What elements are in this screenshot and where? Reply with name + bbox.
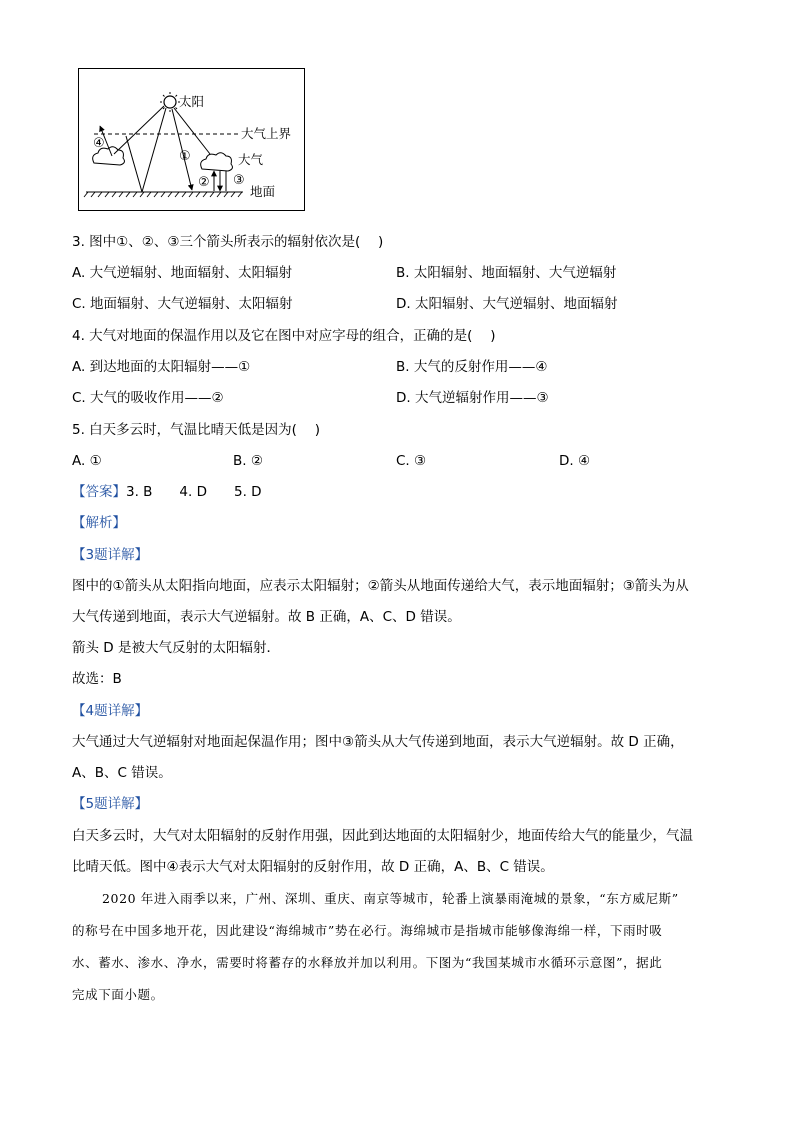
- label-atmosphere: 大气: [238, 152, 264, 167]
- option-5d: D. ④: [559, 453, 591, 469]
- detail-3-tag: 【3题详解】: [72, 547, 149, 563]
- label-num-3: ③: [233, 173, 245, 188]
- label-num-4: ④: [93, 136, 105, 151]
- option-5b: B. ②: [233, 453, 263, 469]
- detail-3-line: 大气传递到地面，表示大气逆辐射。故 B 正确，A、C、D 错误。: [72, 609, 461, 625]
- question-5-stem: 5. 白天多云时，气温比晴天低是因为( ): [72, 422, 320, 438]
- label-sun: 太阳: [179, 94, 205, 109]
- option-5c: C. ③: [396, 453, 427, 469]
- question-3-stem: 3. 图中①、②、③三个箭头所表示的辐射依次是( ): [72, 234, 384, 250]
- option-4c: C. 大气的吸收作用——②: [72, 390, 224, 406]
- ray-to-ground: [142, 108, 166, 192]
- detail-3-line: 故选：B: [72, 671, 122, 687]
- ray-to-right-cloud: [174, 108, 210, 154]
- option-3b: B. 太阳辐射、地面辐射、大气逆辐射: [396, 265, 617, 281]
- ground-hatch: [84, 192, 243, 197]
- option-4b: B. 大气的反射作用——④: [396, 359, 548, 375]
- option-4d: D. 大气逆辐射作用——③: [396, 390, 549, 406]
- option-3c: C. 地面辐射、大气逆辐射、太阳辐射: [72, 296, 293, 312]
- option-3a: A. 大气逆辐射、地面辐射、太阳辐射: [72, 265, 293, 281]
- sun-icon: [160, 92, 180, 112]
- analysis-tag: 【解析】: [72, 515, 126, 531]
- detail-4-tag: 【4题详解】: [72, 703, 149, 719]
- detail-3-line: 图中的①箭头从太阳指向地面，应表示太阳辐射；②箭头从地面传递给大气，表示地面辐射；③箭头为从: [72, 578, 689, 594]
- detail-4-line: 大气通过大气逆辐射对地面起保温作用；图中③箭头从大气传递到地面，表示大气逆辐射。故 D 正确，: [72, 734, 684, 750]
- passage-line: 水、蓄水、渗水、净水，需要时将蓄存的水释放并加以利用。下图为“我国某城市水循环示意图”，据此: [72, 955, 663, 970]
- question-4-stem: 4. 大气对地面的保温作用以及它在图中对应字母的组合，正确的是( ): [72, 328, 496, 344]
- answer-text: 3. B 4. D 5. D: [126, 484, 262, 500]
- label-atmosphere-top: 大气上界: [241, 126, 292, 141]
- label-ground: 地面: [250, 184, 276, 199]
- passage-line: 的称号在中国多地开花，因此建设“海绵城市”势在必行。海绵城市是指城市能够像海绵一样，下雨时吸: [72, 923, 663, 938]
- ray-to-left-cloud: [114, 106, 164, 154]
- detail-3-line: 箭头 D 是被大气反射的太阳辐射．: [72, 640, 280, 656]
- passage-line: 完成下面小题。: [72, 987, 164, 1002]
- ray-bounce: [126, 136, 142, 192]
- detail-5-tag: 【5题详解】: [72, 796, 149, 812]
- detail-5-line: 白天多云时，大气对太阳辐射的反射作用强，因此到达地面的太阳辐射少，地面传给大气的能量少，气温: [72, 828, 693, 844]
- detail-4-line: A、B、C 错误。: [72, 765, 172, 781]
- cloud-right-icon: [201, 153, 233, 171]
- option-5a: A. ①: [72, 453, 102, 469]
- label-num-2: ②: [198, 175, 210, 190]
- option-3d: D. 太阳辐射、大气逆辐射、地面辐射: [396, 296, 618, 312]
- label-num-1: ①: [179, 149, 191, 164]
- detail-5-line: 比晴天低。图中④表示大气对太阳辐射的反射作用，故 D 正确，A、B、C 错误。: [72, 859, 554, 875]
- option-4a: A. 到达地面的太阳辐射——①: [72, 359, 251, 375]
- passage-line: 2020 年进入雨季以来，广州、深圳、重庆、南京等城市，轮番上演暴雨淹城的景象，“东方威尼斯”: [102, 891, 679, 906]
- answer-tag: 【答案】: [72, 484, 126, 500]
- answer-line: [72, 486, 262, 500]
